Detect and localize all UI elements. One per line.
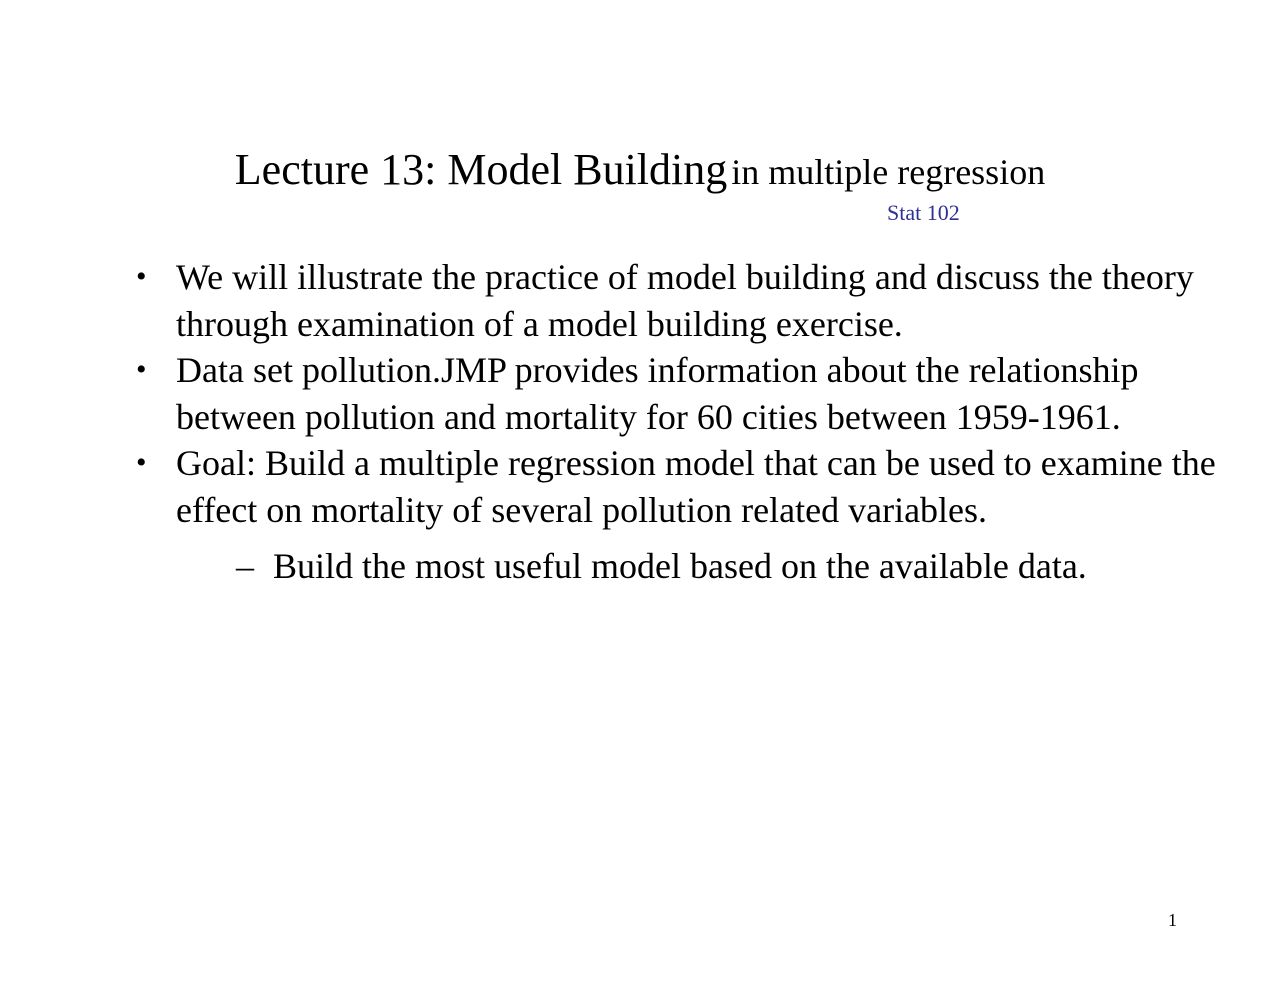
title-main: Lecture 13: Model Building — [234, 145, 728, 194]
slide-title — [0, 145, 1280, 194]
bullet-icon: • — [136, 353, 147, 386]
course-label: Stat 102 — [887, 200, 960, 225]
bullet-list — [136, 254, 1256, 590]
sub-list-item — [136, 543, 1256, 590]
list-item — [136, 254, 1256, 347]
dash-icon: – — [236, 546, 254, 586]
bullet-text: Data set pollution.JMP provides information about the relationship between pollution and mortality for 60 cities between 1959-1961. — [176, 350, 1139, 437]
bullet-text: Goal: Build a multiple regression model that can be used to examine the effect on mortality of several pollution related variables. — [176, 443, 1216, 530]
bullet-text: We will illustrate the practice of model building and discuss the theory through examination of a model building exercise. — [176, 257, 1194, 344]
page-number: 1 — [1168, 910, 1177, 930]
title-subtitle: in multiple regression — [731, 152, 1046, 192]
bullet-icon: • — [136, 446, 147, 479]
list-item — [136, 440, 1256, 533]
bullet-icon: • — [136, 260, 147, 293]
list-item — [136, 347, 1256, 440]
sub-bullet-text: Build the most useful model based on the available data. — [273, 546, 1087, 586]
